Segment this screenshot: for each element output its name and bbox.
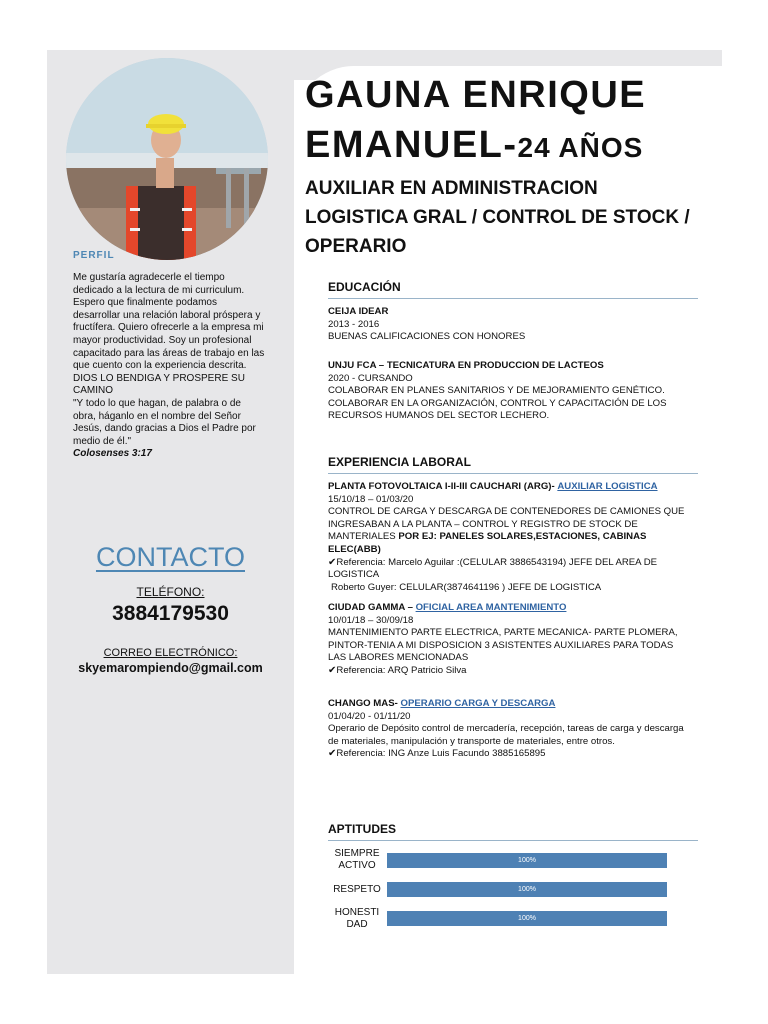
skills-heading: APTITUDES	[328, 822, 698, 841]
check-icon: ✔	[328, 664, 337, 676]
profile-text: Me gustaría agradecerle el tiempo dedicado a la lectura de mi curriculum. Espero que finalmente podamos desarrollar una relación laboral próspera y fructífera. Quiero ofrecerle a la empresa mi mayor productividad. Soy un profesional capacitado para las áreas de trabajo en las que cuento con la experiencia descrita. DIOS LO BENDIGA Y PROSPERE SU CAMINO	[73, 272, 265, 397]
check-icon: ✔	[328, 748, 337, 760]
profile-text-block	[73, 272, 265, 461]
job-reference	[328, 665, 693, 678]
name-line-1: GAUNA ENRIQUE	[305, 74, 647, 116]
job-reference-text: Referencia: Marcelo Aguilar :(CELULAR 3886543194) JEFE DEL AREA DE LOGISTICA	[328, 556, 658, 581]
skill-bar-fill: 100%	[387, 853, 667, 868]
job-reference-2: Roberto Guyer: CELULAR(3874641196 ) JEFE DE LOGISTICA	[331, 581, 602, 593]
email-label: CORREO ELECTRÓNICO:	[103, 647, 238, 659]
job-header	[328, 602, 693, 615]
profile-quote: "Y todo lo que hagan, de palabra o de obra, háganlo en el nombre del Señor Jesús, dando gracias a Dios el Padre por medio de él."	[73, 397, 256, 447]
skill-label: RESPETO	[333, 884, 381, 895]
job-role-link[interactable]: AUXILIAR LOGISTICA	[557, 481, 658, 492]
education-heading: EDUCACIÓN	[328, 280, 698, 299]
job-description	[328, 506, 693, 556]
education-period: 2020 - CURSANDO	[328, 372, 413, 384]
profile-quote-citation: Colosenses 3:17	[73, 448, 152, 460]
profile-photo	[66, 58, 268, 260]
experience-heading: EXPERIENCIA LABORAL	[328, 455, 698, 474]
job-reference	[328, 748, 693, 761]
profile-heading: PERFIL	[73, 250, 115, 261]
skill-bar-track	[387, 911, 667, 926]
job-entry	[328, 481, 693, 594]
job-reference	[328, 557, 693, 582]
job-period: 01/04/20 - 01/11/20	[328, 710, 411, 722]
job-description-text: CONTROL DE CARGA Y DESCARGA DE CONTENEDORES DE CAMIONES QUE INGRESABAN A LA PLANTA – CONTROL Y REGISTRO DE STOCK DE MANTERIALES	[328, 506, 685, 543]
job-role-link[interactable]: OPERARIO CARGA Y DESCARGA	[400, 698, 556, 709]
job-company: CHANGO MAS-	[328, 698, 398, 709]
education-detail: BUENAS CALIFICACIONES CON HONORES	[328, 331, 526, 343]
job-header	[328, 698, 693, 711]
job-header	[328, 481, 693, 494]
job-company: PLANTA FOTOVOLTAICA I-II-III CAUCHARI (ARG)-	[328, 481, 555, 492]
job-entry	[328, 602, 693, 678]
job-reference-text: Referencia: ING Anze Luis Facundo 3885165895	[336, 748, 546, 760]
job-description: MANTENIMIENTO PARTE ELECTRICA, PARTE MECANICA- PARTE PLOMERA, PINTOR-TENIA A MI DISPOSICION 3 ASISTENTES AUXILIARES PARA TODAS LAS LABORES MENCIONADAS	[328, 627, 678, 664]
job-period: 15/10/18 – 01/03/20	[328, 493, 414, 505]
job-entry	[328, 698, 693, 761]
skill-bar-track	[387, 882, 667, 897]
phone-number[interactable]: 3884179530	[112, 602, 229, 625]
skill-bar-track	[387, 853, 667, 868]
phone-label: TELÉFONO:	[136, 585, 205, 599]
education-item	[328, 360, 693, 423]
skill-bar-fill: 100%	[387, 911, 667, 926]
education-detail: COLABORAR EN PLANES SANITARIOS Y DE MEJORAMIENTO GENÉTICO.	[328, 385, 665, 397]
education-school: UNJU FCA – TECNICATURA EN PRODUCCION DE LACTEOS	[328, 360, 604, 371]
education-school: CEIJA IDEAR	[328, 306, 389, 317]
job-role-link[interactable]: OFICIAL AREA MANTENIMIENTO	[415, 602, 567, 613]
education-detail: COLABORAR EN LA ORGANIZACIÓN, CONTROL Y CAPACITACIÓN DE LOS RECURSOS HUMANOS DEL SECTOR LECHERO.	[328, 397, 667, 422]
email-address[interactable]: skyemarompiendo@gmail.com	[78, 661, 263, 675]
job-reference-text: Referencia: ARQ Patricio Silva	[336, 664, 467, 676]
job-company: CIUDAD GAMMA –	[328, 602, 413, 613]
job-description: Operario de Depósito control de mercadería, recepción, tareas de carga y descarga de materiales, manipulación y transporte de materiales, entre otros.	[328, 723, 684, 747]
check-icon: ✔	[328, 556, 337, 568]
job-description-bold: POR EJ: PANELES SOLARES,ESTACIONES, CABINAS ELEC(ABB)	[328, 531, 647, 555]
job-title: AUXILIAR EN ADMINISTRACION LOGISTICA GRAL / CONTROL DE STOCK / OPERARIO	[305, 178, 690, 257]
skill-label: SIEMPRE ACTIVO	[334, 848, 380, 871]
education-period: 2013 - 2016	[328, 318, 380, 330]
contact-heading: CONTACTO	[95, 542, 245, 572]
candidate-name	[305, 70, 646, 173]
job-period: 10/01/18 – 30/09/18	[328, 614, 414, 626]
education-item	[328, 306, 693, 344]
name-line-2: EMANUEL-	[305, 124, 518, 166]
skill-bar-fill: 100%	[387, 882, 667, 897]
candidate-age: 24 AÑOS	[517, 132, 644, 163]
skill-label: HONESTI DAD	[334, 907, 380, 930]
